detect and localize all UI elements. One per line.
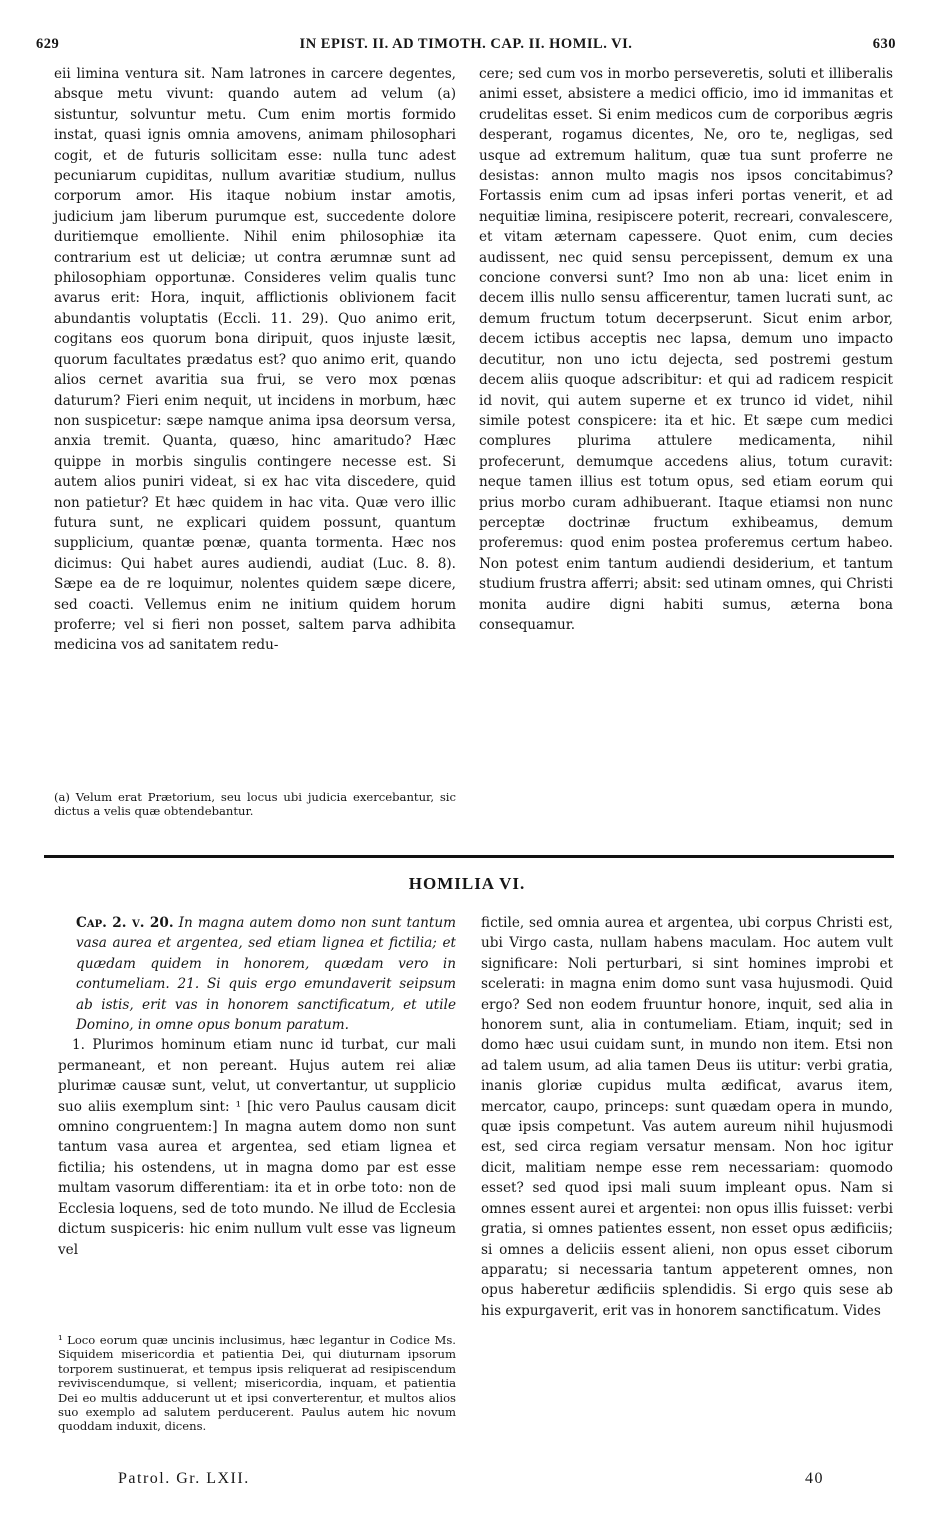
top-left-paragraph: eii limina ventura sit. Nam latrones in carcere degentes, absque metu vivunt: quando autem ad velum (a) sistuntur, solvuntur metu. Cum enim mortis formido instat, quasi ignis omnia amovens, animam philosophari cogit, et de futuris sollicitam esse: nulla tunc adest pecuniarum cupiditas, nullum avaritiæ studium, nullus corporum amor. His itaque nobium instar amotis, judicium jam liberum purumque est, succedente dolore duritiemque emolliente. Nihil enim philosophiæ ita contrarium est ut deliciæ; ut contra ærumnæ sunt ad philosophiam opportunæ. Consideres velim qualis tunc avarus erit: Hora, inquit, afflictionis oblivionem facit abundantis voluptatis (Eccli. 11. 29). Quo animo erit, cogitans eos quorum bona diripuit, quos injuste læsit, quorum facultates prædatus est? quo animo erit, quando alios cernet avaritia sua frui, se vero mox pœnas daturum? Fieri enim nequit, ut incidens in morbum, hæc non suspicetur: sæpe namque anima ipsa deorsum versa, anxia tremit. Quanta, quæso, hinc amaritudo? Hæc quippe in morbis singulis contingere necesse est. Si autem alios puniri videat, si ex hac vita discedere, quid non patietur? Et hæc quidem in hac vita. Quæ vero illic futura sunt, ne explicari quidem possunt, quantum supplicium, quantæ pœnæ, quanta tormenta. Hæc nos dicimus: Qui habet aures audiendi, audiat (Luc. 8. 8). Sæpe ea de re loquimur, nolentes quidem sæpe dicere, sed coacti. Vellemus enim ne initium quidem horum proferre; vel si fieri non posset, saltem parva adhibita medicina vos ad sanitatem redu- [54, 66, 456, 654]
page-number-right: 630 [872, 36, 896, 52]
running-title: IN EPIST. II. AD TIMOTH. CAP. II. HOMIL. VI. [299, 36, 633, 52]
bottom-left-column [58, 913, 456, 1260]
scripture-lemma [58, 913, 456, 1035]
footnote-velum: (a) Velum erat Prætorium, seu locus ubi judicia exercebantur, sic dictus a velis quæ obtendebantur. [54, 790, 456, 819]
top-left-column [54, 64, 456, 656]
section-divider [44, 855, 894, 858]
signature-series: Patrol. Gr. LXII. [118, 1470, 250, 1487]
scripture-text: In magna autem domo non sunt tantum vasa aurea et argentea, sed etiam lignea et fictilia; et quædam quidem in honorem, quædam vero in contumeliam. 21. Si quis ergo emundaverit seipsum ab istis, erit vas in honorem sanctificatum, et utile Domino, in omne opus bonum paratum. [76, 915, 456, 1034]
bottom-right-paragraph: fictile, sed omnia aurea et argentea, ubi corpus Christi est, ubi Virgo casta, nullam habens maculam. Hoc autem vult significare: Noli perturbari, si sint homines improbi et scelerati: in magna enim domo sunt vasa hujusmodi. Quid ergo? Sed non eodem fruuntur honore, inquit, sed alia in honorem sunt, alia in contumeliam. Etiam, inquit; sed in domo hæc usui cuidam sunt, in mundo non item. Etsi non ad talem usum, ad alia tamen Deus iis utitur: verbi gratia, inanis gloriæ cupidus multa ædificat, avarus item, mercator, caupo, princeps: sunt quædam opera in mundo, quæ ipsis competunt. Vas autem aureum nihil hujusmodi est, sed circa regiam versatur mensam. Non hoc igitur dicit, malitiam nempe esse rem necessariam: quomodo esset? sed quod ipsi mali suum impleant opus. Nam si omnes essent aurei et argentei: non opus illis fuisset: verbi gratia, si omnes patientes essent, non esset opus ædificiis; si omnes a deliciis essent alieni, non opus esset ciborum apparatu; si necessaria tantum appeterent omnes, non opus haberetur ædificiis splendidis. Si ergo quis sese ab his expurgaverit, erit vas in honorem sanctificatum. Vides [481, 915, 893, 1319]
homily-title: HOMILIA VI. [408, 874, 526, 893]
bottom-left-paragraph: 1. Plurimos hominum etiam nunc id turbat, cur mali permaneant, et non pereant. Hujus autem rei aliæ plurimæ causæ sunt, velut, ut convertantur, ut supplicio suo aliis exemplum sint: ¹ [hic vero Paulus causam dicit omnino congruentem:] In magna autem domo non sunt tantum vasa aurea et argentea, sed etiam lignea et fictilia; his ostendens, ut in magna domo par est esse multam vasorum differentiam: ita et in orbe toto: non de Ecclesia loquens, sed de toto mundo. Ne illud de Ecclesia dictum suspiceris: hic enim nullum vult esse vas ligneum vel [58, 1037, 456, 1258]
scripture-reference: Cap. 2. v. 20. [76, 915, 174, 931]
bottom-right-column [481, 913, 893, 1321]
signature-number: 40 [805, 1470, 824, 1487]
top-right-paragraph: cere; sed cum vos in morbo perseveretis, soluti et illiberalis animi esset, absistere a medici officio, imo id immanitas et crudelitas esset. Si enim medicos cum de corporibus ægris desperant, rogamus dicentes, Ne, oro te, negligas, sed usque ad extremum halitum, quæ tua sunt proferre ne desistas: annon multo magis nos ipsos concitabimus? Fortassis enim cum ad ipsas inferi portas venerit, et ad nequitiæ limina, resipiscere poterit, recreari, convalescere, et vitam æternam capessere. Quot enim, cum decies audissent, nec quid sensu percepissent, demum ex una concione conversi sunt? Imo non ab una: licet enim in decem illis nullo sensu afficerentur, tamen lucrati sunt, ac demum fructum totum decerpserunt. Sicut enim arbor, decem ictibus acceptis nec lapsa, demum uno impacto decutitur, non uno ictu dejecta, sed postremi gestum decem aliis quoque adscribitur: et qui ad radicem respicit id novit, qui autem superne et ex trunco id videt, nihil simile potest conspicere: ita et hic. Et sæpe cum medici complures plurima attulere medicamenta, nihil profecerunt, demumque accedens alius, totum curavit: neque tamen illius est totum opus, sed etiam eorum qui prius morbo curam adhibuerant. Itaque etiamsi non nunc perceptæ doctrinæ fructum exhibeamus, demum proferemus: quod enim postea proferemus certum habeo. Non potest enim tantum audiendi desiderium, et tantum studium frustra afferri; absit: sed utinam omnes, qui Christi monita audire digni habiti sumus, æterna bona consequamur. [479, 66, 893, 633]
page-number-left: 629 [36, 36, 60, 52]
signature-line [118, 1470, 824, 1488]
running-head [36, 36, 896, 58]
top-right-column [479, 64, 893, 635]
footnote-codex: ¹ Loco eorum quæ uncinis inclusimus, hæc legantur in Codice Ms. Siquidem misericordia et patientia Dei, qui diuturnam ipsorum torporem sustinuerat, et tempus ipsis reliquerat ad resipiscendum reviviscendumque, si vellent; misericordia, inquam, et patientia Dei eo multis adducerunt ut et ipsi converterentur, et multos alios suo exemplo ad salutem perducerent. Paulus autem hic novum quoddam induxit, dicens. [58, 1333, 456, 1434]
